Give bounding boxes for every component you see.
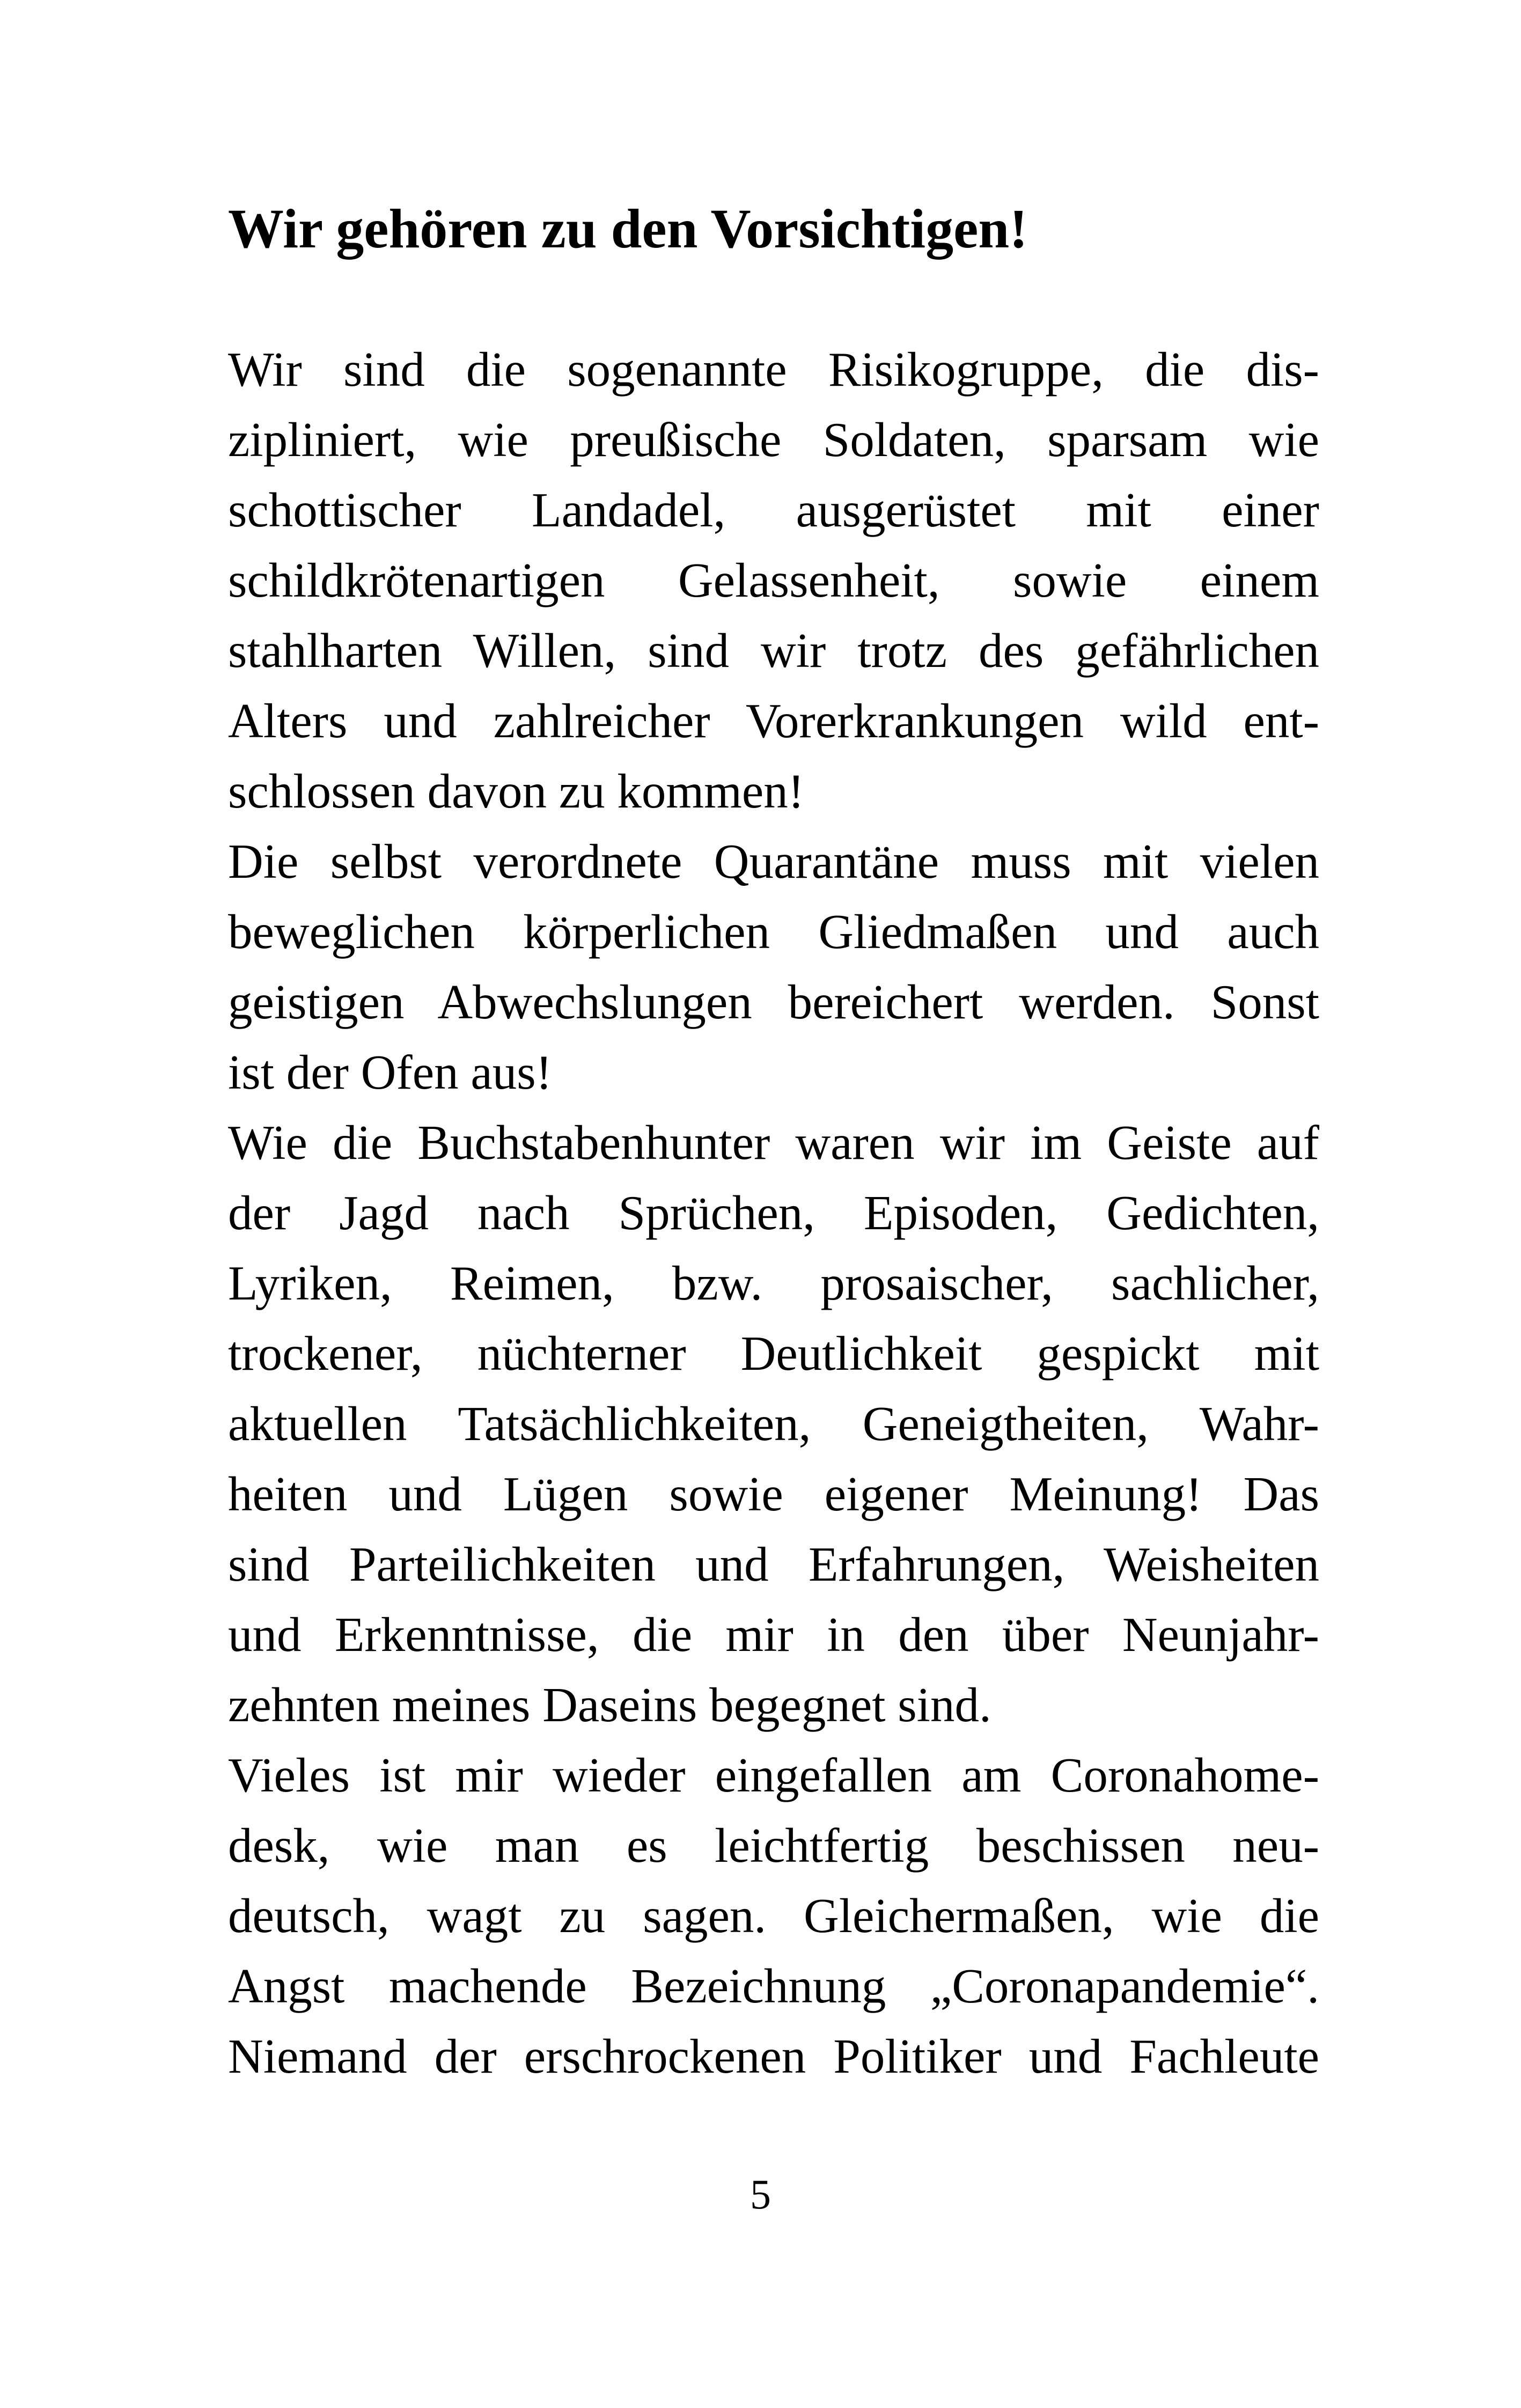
text-line: der Jagd nach Sprüchen, Episoden, Gedichten, (228, 1186, 1319, 1240)
text-line: und Erkenntnisse, die mir in den über Neunjahr- (228, 1607, 1319, 1662)
body-text (228, 334, 1319, 2091)
text-line: desk, wie man es leichtfertig beschissen neu- (228, 1818, 1319, 1873)
text-line: zipliniert, wie preußische Soldaten, sparsam wie (228, 413, 1319, 467)
text-line: aktuellen Tatsächlichkeiten, Geneigtheiten, Wahr- (228, 1397, 1319, 1451)
text-line: Die selbst verordnete Quarantäne muss mit vielen (228, 834, 1319, 889)
chapter-title: Wir gehören zu den Vorsichtigen! (228, 198, 1028, 260)
text-line: stahlharten Willen, sind wir trotz des gefährlichen (228, 623, 1319, 678)
text-line: beweglichen körperlichen Gliedmaßen und auch (228, 905, 1319, 959)
text-line: sind Parteilichkeiten und Erfahrungen, Weisheiten (228, 1537, 1319, 1591)
text-line: Wir sind die sogenannte Risikogruppe, die dis- (228, 342, 1319, 397)
text-line: Angst machende Bezeichnung „Coronapandemie“. (228, 1959, 1319, 2013)
text-line: Wie die Buchstabenhunter waren wir im Geiste auf (228, 1115, 1319, 1170)
text-line: schildkrötenartigen Gelassenheit, sowie einem (228, 553, 1319, 607)
text-line: Niemand der erschrockenen Politiker und Fachleute (228, 2029, 1319, 2083)
text-line: heiten und Lügen sowie eigener Meinung! Das (228, 1467, 1319, 1521)
text-line: trockener, nüchterner Deutlichkeit gespickt mit (228, 1326, 1319, 1381)
page-number: 5 (750, 2171, 771, 2218)
text-line: schottischer Landadel, ausgerüstet mit einer (228, 483, 1319, 537)
text-line: Lyriken, Reimen, bzw. prosaischer, sachlicher, (228, 1256, 1319, 1310)
text-line: Alters und zahlreicher Vorerkrankungen wild ent- (228, 694, 1319, 748)
text-line: deutsch, wagt zu sagen. Gleichermaßen, wie die (228, 1889, 1319, 1943)
text-line: schlossen davon zu kommen! (228, 764, 805, 818)
text-line: ist der Ofen aus! (228, 1045, 552, 1099)
text-line: Vieles ist mir wieder eingefallen am Coronahome- (228, 1748, 1319, 1802)
text-line: zehnten meines Daseins begegnet sind. (228, 1678, 991, 1732)
text-line: geistigen Abwechslungen bereichert werden. Sonst (228, 975, 1319, 1029)
